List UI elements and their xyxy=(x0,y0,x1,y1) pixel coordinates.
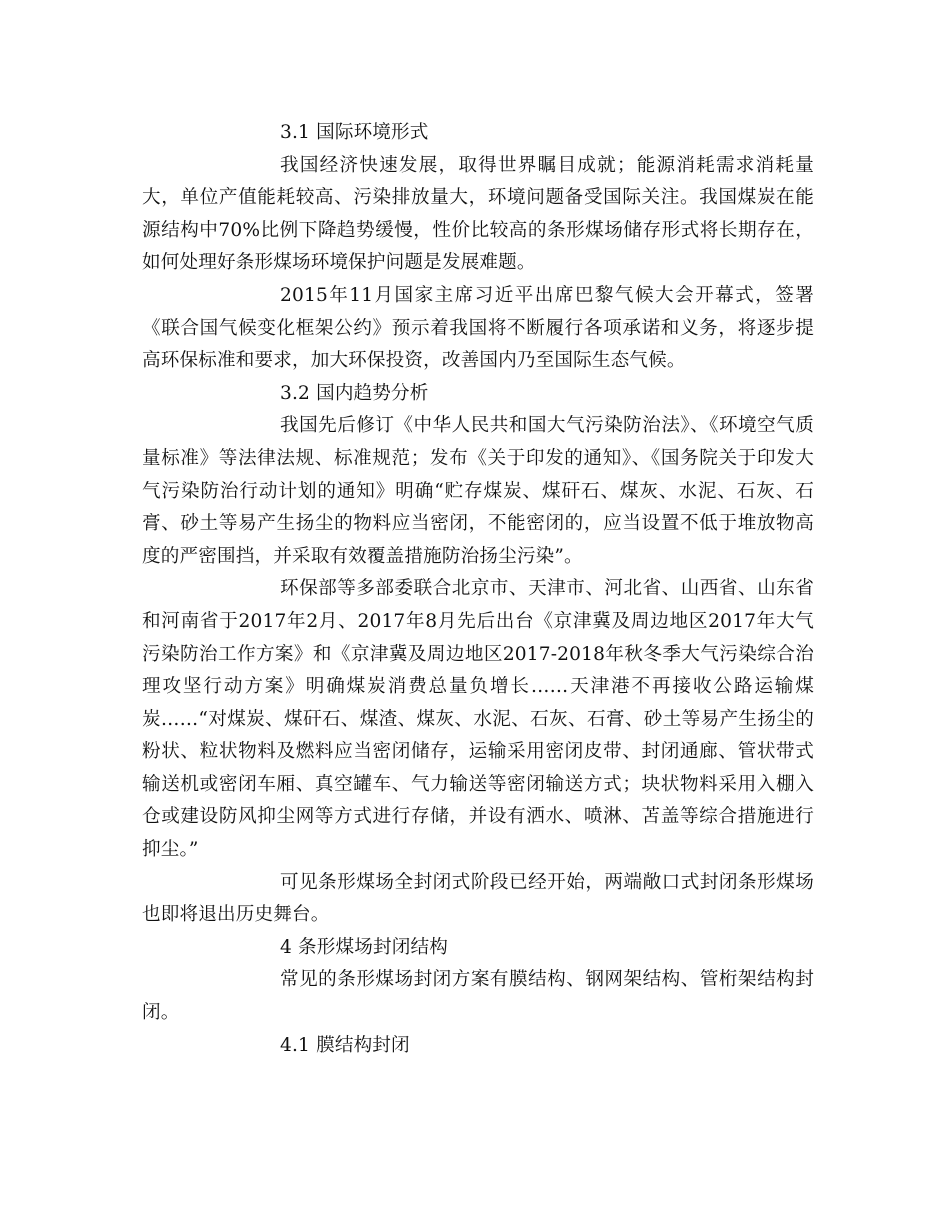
document-body xyxy=(142,117,814,1062)
paragraph-ministry-plans: 环保部等多部委联合北京市、天津市、河北省、山西省、山东省和河南省于2017年2月、2017年8月先后出台《京津冀及周边地区2017年大气污染防治工作方案》和《京津冀及周边地区2017-2018年秋冬季大气污染综合治理攻坚行动方案》明确煤炭消费总量负增长……天津港不再接收公路运输煤炭……“对煤炭、煤矸石、煤渣、煤灰、水泥、石灰、石膏、砂土等易产生扬尘的粉状、粒状物料及燃料应当密闭储存，运输采用密闭皮带、封闭通廊、管状带式输送机或密闭车厢、真空罐车、气力输送等密闭输送方式；块状物料采用入棚入仓或建设防风抑尘网等方式进行存储，并设有洒水、喷淋、苫盖等综合措施进行抑尘。” xyxy=(142,578,814,861)
paragraph-closure-schemes: 常见的条形煤场封闭方案有膜结构、钢网架结构、管桁架结构封闭。 xyxy=(142,969,814,1024)
section-heading-3-1: 3.1 国际环境形式 xyxy=(280,122,429,143)
section-heading-4: 4 条形煤场封闭结构 xyxy=(280,936,448,958)
paragraph-conclusion: 可见条形煤场全封闭式阶段已经开始，两端敞口式封闭条形煤场也即将退出历史舞台。 xyxy=(142,871,814,926)
paragraph-international-environment: 我国经济快速发展，取得世界瞩目成就；能源消耗需求消耗量大，单位产值能耗较高、污染排放量大，环境问题备受国际关注。我国煤炭在能源结构中70%比例下降趋势缓慢，性价比较高的条形煤场储存形式将长期存在，如何处理好条形煤场环境保护问题是发展难题。 xyxy=(142,154,814,274)
paragraph-paris-climate: 2015年11月国家主席习近平出席巴黎气候大会开幕式，签署《联合国气候变化框架公约》预示着我国将不断履行各项承诺和义务，将逐步提高环保标准和要求，加大环保投资，改善国内乃至国际生态气候。 xyxy=(142,284,814,372)
paragraph-domestic-regulations: 我国先后修订《中华人民共和国大气污染防治法》、《环境空气质量标准》等法律法规、标准规范；发布《关于印发的通知》、《国务院关于印发大气污染防治行动计划的通知》明确“贮存煤炭、煤矸石、煤灰、水泥、石灰、石膏、砂土等易产生扬尘的物料应当密闭，不能密闭的，应当设置不低于堆放物高度的严密围挡，并采取有效覆盖措施防治扬尘污染”。 xyxy=(142,415,814,567)
section-heading-4-1: 4.1 膜结构封闭 xyxy=(280,1034,410,1056)
section-heading-3-2: 3.2 国内趋势分析 xyxy=(280,382,429,404)
